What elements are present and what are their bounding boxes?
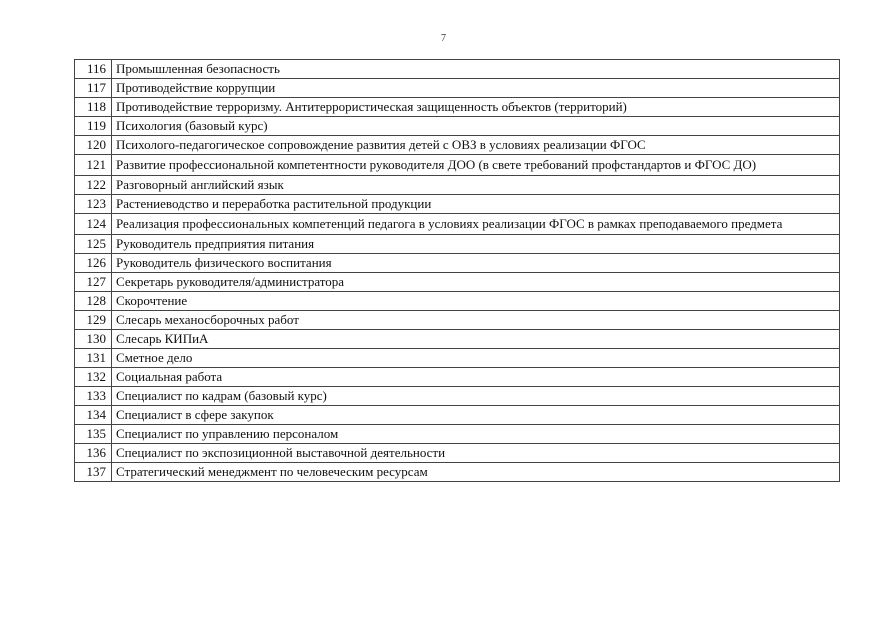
table-row	[75, 273, 840, 292]
row-number: 127	[75, 273, 112, 292]
course-title: Растениеводство и переработка растительной продукции	[112, 195, 840, 214]
row-number: 116	[75, 60, 112, 79]
page-number: 7	[441, 33, 446, 44]
row-number: 121	[75, 155, 112, 176]
course-title: Противодействие коррупции	[112, 79, 840, 98]
course-title: Специалист по управлению персоналом	[112, 425, 840, 444]
row-number: 119	[75, 117, 112, 136]
table-row	[75, 349, 840, 368]
course-title: Противодействие терроризму. Антитеррористическая защищенность объектов (территорий)	[112, 98, 840, 117]
table-row	[75, 235, 840, 254]
row-number: 135	[75, 425, 112, 444]
courses-table	[74, 59, 840, 482]
row-number: 137	[75, 463, 112, 482]
table-row	[75, 117, 840, 136]
table-row	[75, 368, 840, 387]
row-number: 132	[75, 368, 112, 387]
table-row	[75, 195, 840, 214]
course-title: Промышленная безопасность	[112, 60, 840, 79]
course-title: Секретарь руководителя/администратора	[112, 273, 840, 292]
row-number: 124	[75, 214, 112, 235]
row-number: 133	[75, 387, 112, 406]
course-title: Руководитель физического воспитания	[112, 254, 840, 273]
course-title: Разговорный английский язык	[112, 176, 840, 195]
course-title: Слесарь КИПиА	[112, 330, 840, 349]
table-row	[75, 60, 840, 79]
table-row	[75, 176, 840, 195]
row-number: 117	[75, 79, 112, 98]
course-title: Сметное дело	[112, 349, 840, 368]
table-row	[75, 387, 840, 406]
table-row	[75, 330, 840, 349]
table-row	[75, 292, 840, 311]
table-row	[75, 463, 840, 482]
table-row	[75, 155, 840, 176]
course-title: Специалист по кадрам (базовый курс)	[112, 387, 840, 406]
course-title: Руководитель предприятия питания	[112, 235, 840, 254]
table-row	[75, 406, 840, 425]
table-row	[75, 98, 840, 117]
row-number: 122	[75, 176, 112, 195]
table-row	[75, 136, 840, 155]
table-row	[75, 214, 840, 235]
table-row	[75, 311, 840, 330]
row-number: 125	[75, 235, 112, 254]
course-title: Психолого-педагогическое сопровождение развития детей с ОВЗ в условиях реализации ФГОС	[112, 136, 840, 155]
course-title: Социальная работа	[112, 368, 840, 387]
row-number: 129	[75, 311, 112, 330]
row-number: 130	[75, 330, 112, 349]
course-title: Реализация профессиональных компетенций педагога в условиях реализации ФГОС в рамках преподаваемого предмета	[112, 214, 840, 235]
row-number: 136	[75, 444, 112, 463]
course-title: Специалист по экспозиционной выставочной деятельности	[112, 444, 840, 463]
course-title: Психология (базовый курс)	[112, 117, 840, 136]
row-number: 118	[75, 98, 112, 117]
row-number: 131	[75, 349, 112, 368]
course-title: Развитие профессиональной компетентности руководителя ДОО (в свете требований профстандартов и ФГОС ДО)	[112, 155, 840, 176]
row-number: 134	[75, 406, 112, 425]
course-title: Специалист в сфере закупок	[112, 406, 840, 425]
table-row	[75, 425, 840, 444]
table-row	[75, 444, 840, 463]
table-row	[75, 79, 840, 98]
course-title: Скорочтение	[112, 292, 840, 311]
row-number: 126	[75, 254, 112, 273]
row-number: 120	[75, 136, 112, 155]
course-title: Стратегический менеджмент по человеческим ресурсам	[112, 463, 840, 482]
row-number: 123	[75, 195, 112, 214]
course-title: Слесарь механосборочных работ	[112, 311, 840, 330]
courses-table-body	[75, 60, 840, 482]
table-row	[75, 254, 840, 273]
row-number: 128	[75, 292, 112, 311]
